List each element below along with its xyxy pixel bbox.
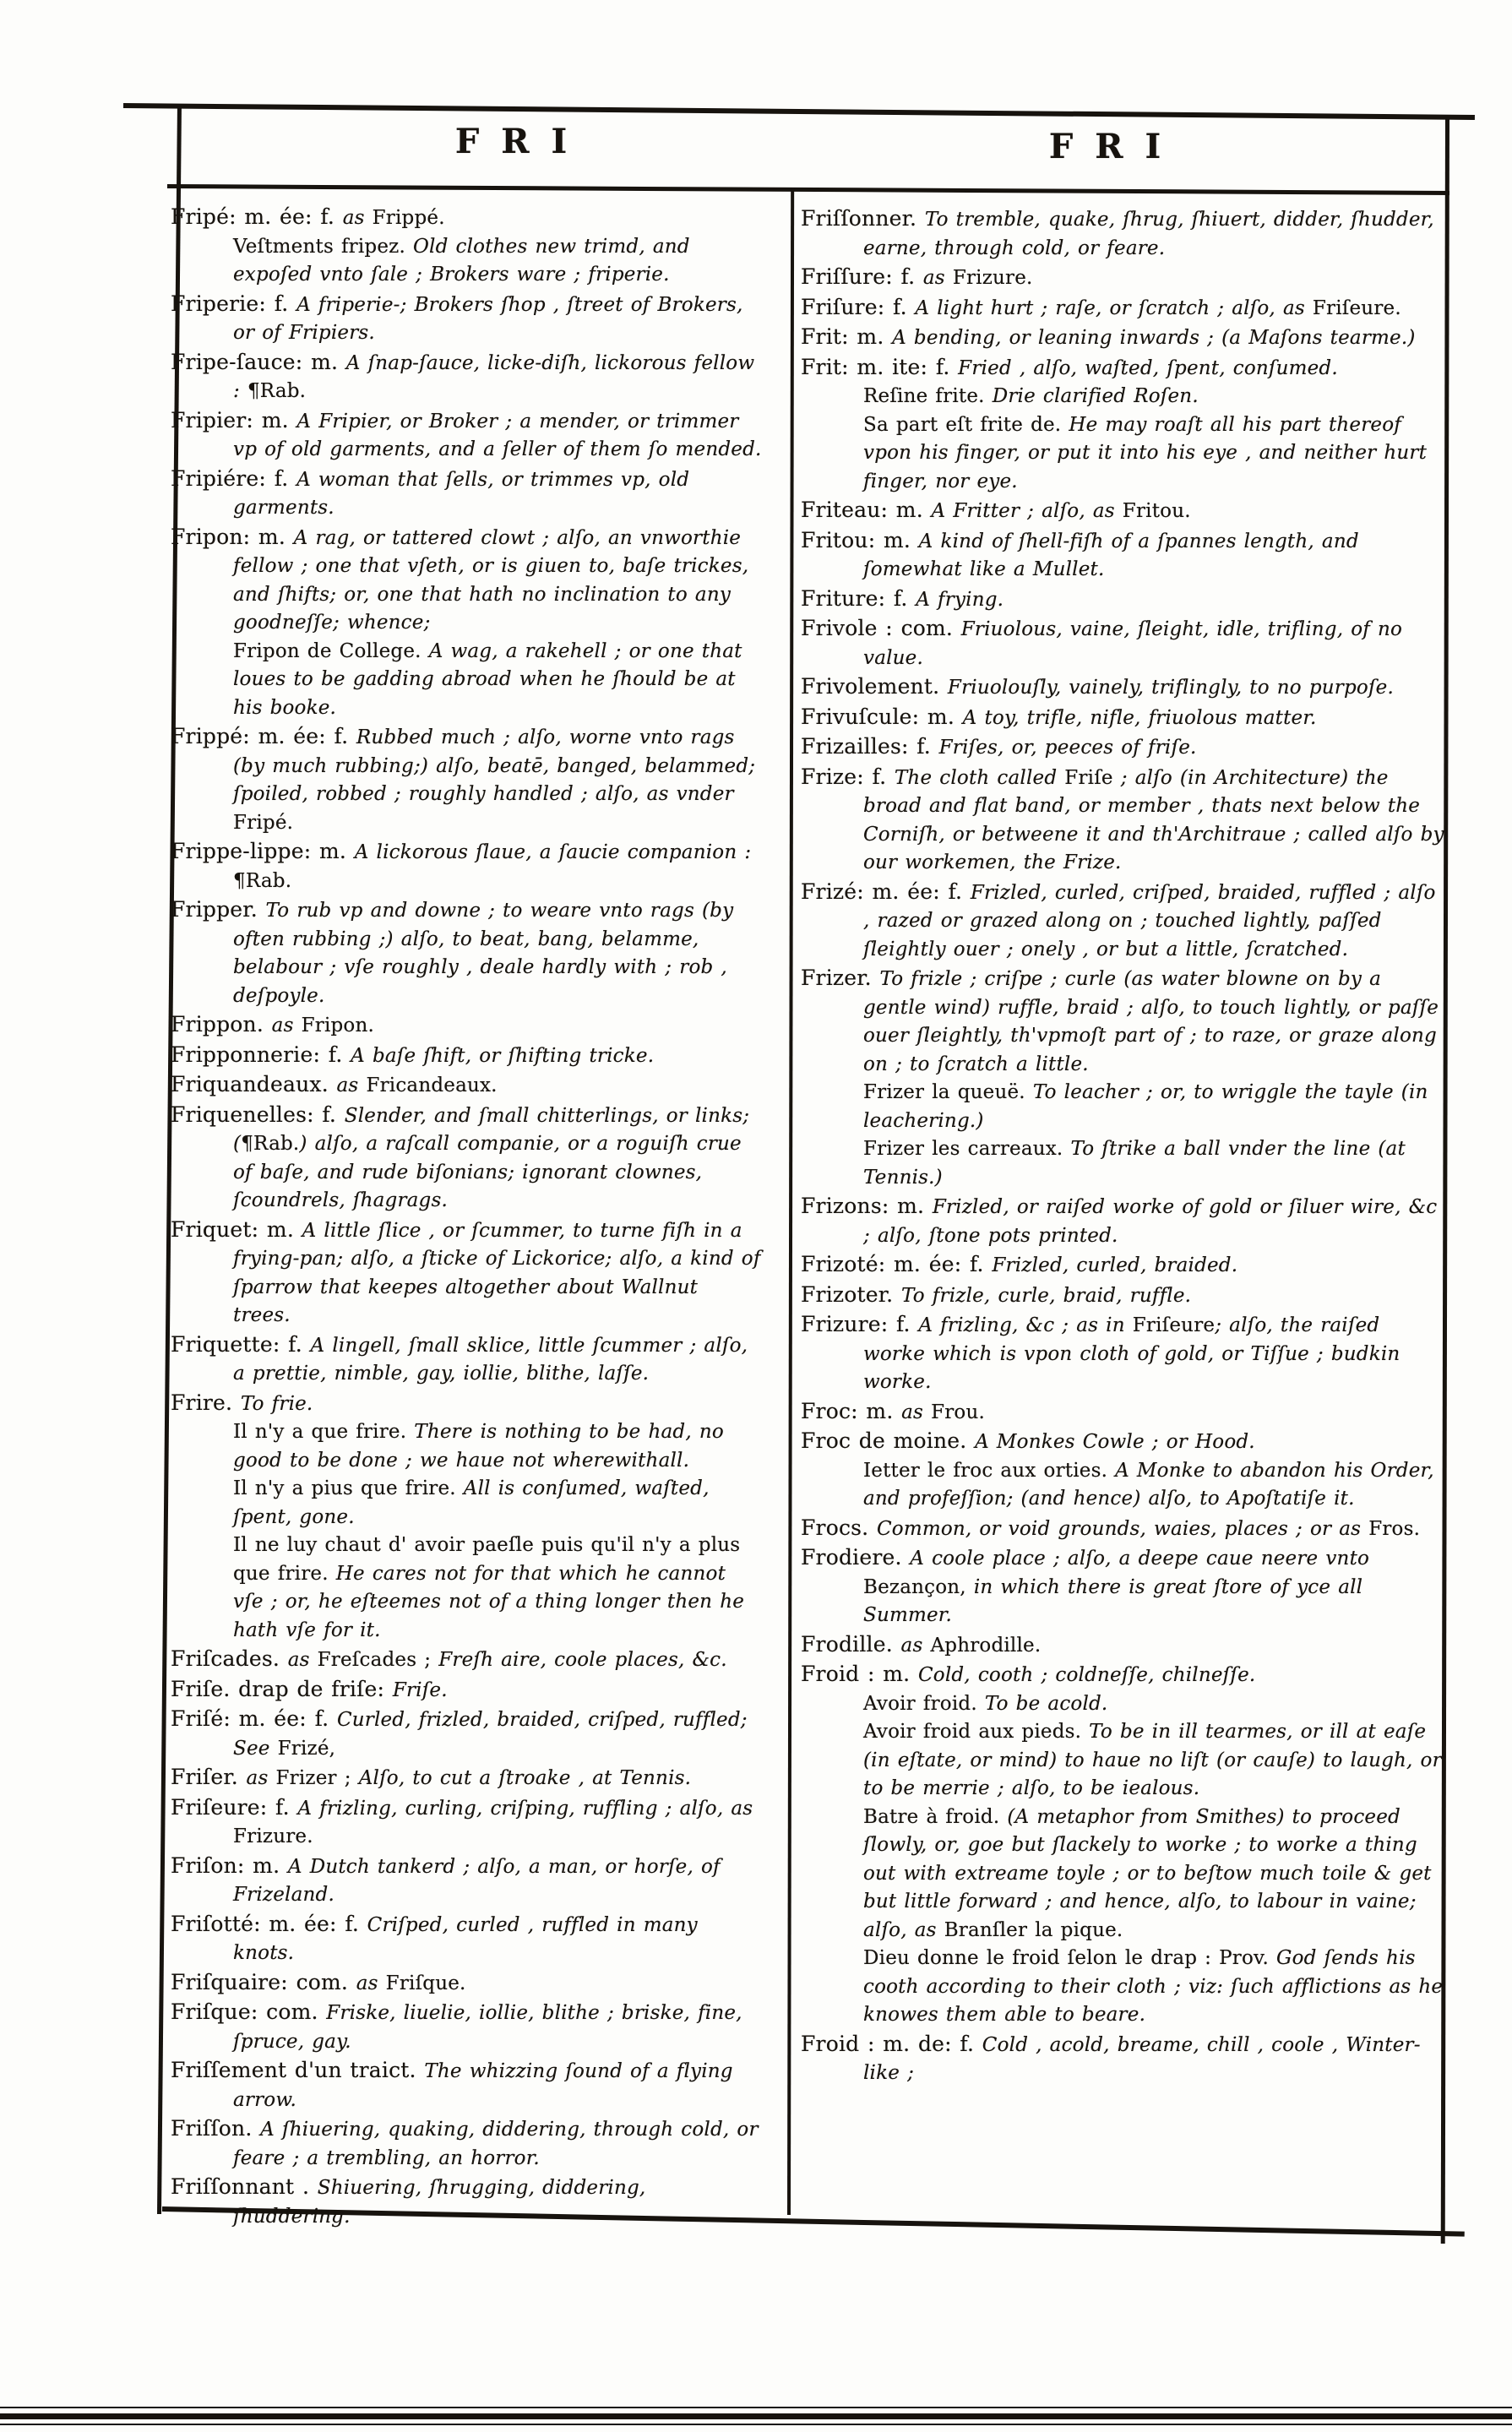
dictionary-entry (801, 204, 1444, 263)
headword: Friſquaire: com. (171, 1969, 356, 1994)
running-header-left: FRI (454, 122, 590, 161)
definition-segment: Friſque. (385, 1972, 466, 1994)
dictionary-entry (801, 1945, 1444, 2030)
definition-segment: Fripon. (301, 1015, 374, 1036)
definition-segment: Common, or void grounds, waies, places ; or as (876, 1517, 1369, 1540)
definition-segment: He may roaſt all his part thereof vpon his finger, or put it into his eye , and neither hurt finger, nor eye. (863, 413, 1428, 492)
definition-segment: Aphrodille. (930, 1634, 1042, 1657)
definition-segment: A Monkes Cowle ; or Hood. (975, 1431, 1255, 1453)
dictionary-entry (171, 2173, 762, 2231)
frame-top-rule (123, 103, 1475, 120)
definition-segment: To frizle, curle, braid, ruffle. (900, 1284, 1192, 1307)
definition-segment: Frizled, curled, criſped, braided, ruffled ; alſo , razed or grazed along on ; touched lightly, paſſed ſleightly ouer ; onely , or but a little, ſcratched. (863, 881, 1436, 960)
definition-segment: A toy, trifle, nifle, friuolous matter. (962, 706, 1317, 729)
sub-phrase: Frizer les carreaux. (863, 1138, 1071, 1160)
headword: Friſſure: f. (801, 264, 923, 289)
dictionary-entry (171, 203, 762, 233)
dictionary-entry (171, 1101, 762, 1216)
sub-phrase: Avoir froid aux pieds. (863, 1721, 1090, 1743)
dictionary-entry (801, 293, 1444, 324)
definition-segment: ¶Rab. (233, 869, 292, 892)
dictionary-entry (171, 348, 762, 406)
definition-segment: A lingell, ſmall sklice, little ſcummer ; alſo, a prettie, nimble, gay, iollie, blithe, laſſe. (233, 1334, 748, 1385)
dictionary-entry (171, 1910, 762, 1968)
definition-segment: The cloth called (894, 766, 1065, 789)
dictionary-entry (801, 526, 1444, 585)
headword: Frire. (171, 1390, 241, 1415)
dictionary-entry (171, 1330, 762, 1389)
definition-segment: Cold, cooth ; coldneſſe, chilneſſe. (917, 1664, 1256, 1686)
definition-segment: A Monke to abandon his Order, and profeſſion; (and hence) alſo, to Apoſtatiſe it. (863, 1459, 1434, 1510)
dictionary-entry (801, 323, 1444, 353)
dictionary-entry (171, 290, 762, 348)
definition-segment: as (900, 1634, 931, 1657)
dictionary-entry (801, 1192, 1444, 1250)
dictionary-entry (801, 585, 1444, 615)
header-separator-rule (167, 184, 1449, 195)
dictionary-entry (171, 2114, 762, 2173)
dictionary-entry (801, 1397, 1444, 1428)
headword: Frize: f. (801, 764, 895, 789)
right-column (801, 204, 1444, 2088)
dictionary-entry (171, 1705, 762, 1763)
headword: Friteau: m. (801, 498, 932, 522)
definition-segment: as (271, 1015, 302, 1036)
headword: Fritou: m. (801, 527, 919, 552)
dictionary-entry (801, 1630, 1444, 1661)
dictionary-entry (171, 465, 762, 523)
definition-segment: Friſes, or, peeces of friſe. (938, 737, 1197, 759)
dictionary-entry (171, 1793, 762, 1852)
dictionary-entry (801, 614, 1444, 672)
definition-segment: Frippé. (372, 207, 445, 229)
definition-segment: To be in ill tearmes, or ill at eaſe (in eſtate, or mind) to haue no liſt (or cauſe) to laugh, or to be merrie ; alſo, to be iealous. (863, 1721, 1442, 1799)
sub-phrase: Frizer la queuë. (863, 1081, 1033, 1103)
definition-segment: To leacher ; or, to wriggle the tayle (in leachering.) (863, 1081, 1428, 1132)
sub-phrase: Reſine frite. (863, 385, 993, 407)
definition-segment: as (246, 1767, 276, 1789)
headword: Friſeure: f. (171, 1794, 298, 1820)
definition-segment: A Fripier, or Broker ; a mender, or trimmer vp of old garments, and a ſeller of them ſo mended. (233, 410, 762, 460)
definition-segment: To rub vp and downe ; to weare vnto rags (by often rubbing ;) alſo, to beat, bang, belamme, belabour ; vſe roughly , deale hardly with ; rob , deſpoyle. (233, 900, 734, 1007)
definition-segment: There is nothing to be had, no good to be done ; we haue not wherewithall. (233, 1421, 724, 1472)
definition-segment: Friuolouſly, vainely, triflingly, to no purpoſe. (947, 677, 1395, 699)
dictionary-entry (171, 722, 762, 837)
dictionary-entry (801, 353, 1444, 384)
definition-segment: Drie clarified Roſen. (992, 385, 1199, 407)
headword: Friquette: f. (171, 1331, 311, 1357)
definition-segment: Friſeure (1132, 1314, 1216, 1336)
headword: Frit: m. ite: f. (801, 354, 959, 379)
sub-phrase: Avoir froid. (863, 1692, 985, 1715)
dictionary-entry (801, 1690, 1444, 1719)
headword: Fripe-ſauce: m. (171, 349, 346, 374)
headword: Fripier: m. (171, 407, 297, 433)
definition-segment: A Dutch tankerd ; alſo, a man, or horſe, of Frizeland. (233, 1855, 721, 1906)
definition-segment: A frizling, &c ; as in (918, 1314, 1133, 1336)
dictionary-entry (171, 1010, 762, 1041)
definition-segment: Slender, and ſmall chitterlings, or links; ( (233, 1104, 750, 1155)
definition-segment: ; alſo (in Architecture) the broad and flat band, or member , thats next below the Corniſh, or betweene it and th'Architraue ; called alſo by our workemen, the Frize. (863, 766, 1444, 873)
page-bottom-edge-line (0, 2413, 1512, 2419)
definition-segment: Fros. (1368, 1517, 1421, 1540)
definition-segment: (A metaphor from Smithes) to proceed ſlowly, or, goe but ſlackely to worke ; to worke a thing out with extreame toyle ; or to beſtow much toile & get but little forward ; and hence, alſo, to labour in vaine; alſo, as (863, 1805, 1432, 1941)
dictionary-entry (801, 1804, 1444, 1945)
dictionary-entry (801, 2030, 1444, 2088)
definition-segment: Cold , acold, breame, chill , coole , Winter-like ; (863, 2033, 1421, 2084)
definition-segment: Friſeure. (1312, 297, 1401, 319)
definition-segment: A wag, a rakehell ; or one that loues to be gadding abroad when he ſhould be at his booke. (233, 639, 742, 719)
headword: Fripé: m. ée: f. (171, 204, 343, 229)
headword: Friſon: m. (171, 1853, 288, 1878)
sub-phrase: Veſtments fripez. (233, 235, 413, 258)
dictionary-entry (801, 1281, 1444, 1311)
definition-segment: Frizure. (233, 1825, 313, 1847)
headword: Frizailles: f. (801, 734, 939, 759)
definition-segment: as (901, 1401, 932, 1423)
page-bottom-edge-line (0, 2407, 1512, 2408)
sub-phrase: Fripon de College. (233, 639, 429, 662)
headword: Frivolement. (801, 674, 948, 699)
definition-segment: Old clothes new trimd, and expoſed vnto ſale ; Brokers ware ; friperie. (233, 235, 690, 286)
sub-phrase: Il n'y a pius que frire. (233, 1477, 464, 1499)
definition-segment: Bezançon, (863, 1575, 974, 1598)
dictionary-entry (171, 638, 762, 723)
definition-segment: Friuolous, vaine, ſleight, idle, trifling, of no value. (863, 618, 1403, 669)
headword: Friſſonnant . (171, 2174, 318, 2199)
headword: Frizure: f. (801, 1312, 919, 1336)
dictionary-entry (171, 523, 762, 638)
headword: Friſer. (171, 1765, 247, 1789)
dictionary-entry (801, 964, 1444, 1079)
definition-segment: Frizled, or raiſed worke of gold or ſiluer wire, &c ; alſo, ſtone pots printed. (863, 1196, 1438, 1247)
dictionary-entry (171, 1675, 762, 1706)
headword: Friſure: f. (801, 294, 916, 319)
sub-phrase: Il ne luy chaut d' avoir paeſle puis qu'il n'y a plus que frire. (233, 1534, 741, 1585)
headword: Friſcades. (171, 1646, 288, 1671)
definition-segment: Criſped, curled , ruffled in many knots. (233, 1913, 698, 1964)
definition-segment: The whizzing ſound of a flying arrow. (233, 2060, 733, 2111)
definition-segment: Freſcades ; (317, 1649, 439, 1671)
definition-segment: To frie. (240, 1392, 313, 1415)
headword: Froid : m. de: f. (801, 2031, 982, 2056)
headword: Froc: m. (801, 1398, 902, 1423)
dictionary-entry (801, 703, 1444, 733)
definition-segment: A bending, or leaning inwards ; (a Maſons tearme.) (892, 327, 1416, 349)
dictionary-entry (171, 1475, 762, 1532)
definition-segment: A light hurt ; raſe, or ſcratch ; alſo, as (915, 297, 1313, 319)
definition-segment: Freſh aire, coole places, &c. (438, 1649, 727, 1671)
definition-segment: as (922, 267, 953, 289)
definition-segment: To be acold. (984, 1692, 1108, 1715)
definition-segment: A ſhiuering, quaking, diddering, through cold, or feare ; a trembling, an horror. (233, 2119, 759, 2169)
definition-segment: as (356, 1972, 386, 1994)
headword: Fripponnerie: f. (171, 1042, 351, 1067)
headword: Friquenelles: f. (171, 1102, 345, 1127)
dictionary-entry (801, 383, 1444, 411)
dictionary-entry (801, 1427, 1444, 1457)
dictionary-entry (171, 1852, 762, 1910)
dictionary-entry (171, 1070, 762, 1101)
definition-segment: Frou. (931, 1401, 985, 1423)
sub-phrase: Sa part eſt frite de. (863, 413, 1069, 436)
definition-segment: Fritou. (1122, 500, 1191, 522)
dictionary-entry (801, 1543, 1444, 1630)
dictionary-entry (801, 263, 1444, 293)
definition-segment: as (336, 1075, 367, 1096)
headword: Friquandeaux. (171, 1072, 337, 1096)
dictionary-entry (171, 1763, 762, 1793)
dictionary-entry (171, 1041, 762, 1071)
dictionary-entry (801, 878, 1444, 965)
dictionary-entry (171, 233, 762, 290)
headword: Friſſon. (171, 2116, 261, 2141)
dictionary-entry (171, 837, 762, 895)
definition-segment: A baſe ſhift, or ſhifting tricke. (351, 1044, 655, 1067)
dictionary-entry (801, 1250, 1444, 1281)
definition-segment: A frying. (916, 588, 1004, 611)
headword: Froid : m. (801, 1662, 918, 1686)
definition-segment: A Fritter ; alſo, as (931, 500, 1123, 522)
sub-phrase: Il n'y a que frire. (233, 1421, 415, 1443)
headword: Fripper. (171, 897, 266, 922)
definition-segment: To ſtrike a ball vnder the line (at Tennis.) (863, 1138, 1406, 1189)
definition-segment: Fripé. (233, 811, 294, 834)
dictionary-entry (171, 1216, 762, 1330)
definition-segment: A friperie-; Brokers ſhop , ſtreet of Brokers, or of Fripiers. (233, 293, 743, 344)
dictionary-entry (171, 406, 762, 465)
headword: Friperie: f. (171, 291, 297, 316)
headword: Frizer. (801, 966, 880, 990)
sub-phrase: Batre à froid. (863, 1805, 1008, 1828)
headword: Friquet: m. (171, 1216, 302, 1242)
headword: Frivole : com. (801, 616, 961, 640)
headword: Frippé: m. ée: f. (171, 724, 356, 748)
definition-segment: Frizer ; (275, 1767, 359, 1789)
headword: Fripiére: f. (171, 465, 297, 491)
headword: Frocs. (801, 1515, 877, 1540)
sub-phrase: Dieu donne le froid ſelon le drap : Prov. (863, 1947, 1277, 1969)
headword: Friſotté: m. ée: f. (171, 1911, 367, 1936)
dictionary-entry (171, 1998, 762, 2056)
headword: Frippon. (171, 1012, 272, 1036)
sub-phrase: Ietter le froc aux orties. (863, 1459, 1116, 1482)
dictionary-entry (801, 496, 1444, 526)
dictionary-entry (801, 1135, 1444, 1192)
definition-segment: Friſe. (392, 1678, 448, 1701)
headword: Frippe-lippe: m. (171, 839, 355, 863)
headword: Froc de moine. (801, 1428, 976, 1453)
dictionary-entry (171, 1418, 762, 1475)
definition-segment: in which there is great ſtore of yce all Summer. (863, 1575, 1363, 1626)
definition-segment: Rubbed much ; alſo, worne vnto rags (by much rubbing;) alſo, beatē, banged, belammed; ſpoiled, robbed ; roughly handled ; alſo, as vnder (233, 726, 756, 805)
definition-segment: ¶Rab. (241, 1133, 300, 1155)
definition-segment: A little ſlice , or ſcummer, to turne fiſh in a frying-pan; alſo, a ſticke of Lickorice; alſo, a kind of ſparrow that keepes altogether about Wallnut trees. (233, 1219, 761, 1326)
definition-segment: Frizled, curled, braided. (992, 1254, 1238, 1276)
definition-segment: A lickorous ſlaue, a ſaucie companion : (354, 841, 752, 863)
running-header-right: FRI (1048, 127, 1183, 166)
headword: Friſe. drap de friſe: (171, 1676, 393, 1701)
definition-segment: God ſends his cooth according to their cloth ; viz: ſuch afflictions as he knowes them able to beare. (863, 1947, 1444, 2026)
dictionary-entry (171, 2056, 762, 2114)
headword: Friſque: com. (171, 1999, 327, 2024)
dictionary-entry (801, 1310, 1444, 1397)
dictionary-entry (171, 1389, 762, 1419)
definition-segment: ¶Rab. (247, 380, 307, 402)
definition-segment: ) alſo, a raſcall companie, or a roguiſh crue of baſe, and rude biſonians; ignorant clownes, ſcoundrels, ſhagrags. (233, 1133, 742, 1211)
headword: Frivuſcule: m. (801, 704, 963, 729)
headword: Frodiere. (801, 1545, 911, 1570)
column-divider-rule (787, 188, 794, 2215)
headword: Friture: f. (801, 585, 916, 611)
headword: Friſſement d'un traict. (171, 2058, 425, 2082)
definition-segment: A coole place ; alſo, a deepe caue neere vnto (910, 1548, 1370, 1570)
dictionary-entry (171, 1968, 762, 1999)
headword: Friſé: m. ée: f. (171, 1706, 337, 1731)
definition-segment: A kind of ſhell-fiſh of a ſpannes length, and ſomewhat like a Mullet. (863, 530, 1359, 580)
definition-segment: To tremble, quake, ſhrug, ſhiuert, didder, ſhudder, earne, through cold, or feare. (863, 209, 1434, 259)
headword: Frizoter. (801, 1281, 901, 1307)
page-bottom-edge-line (0, 2424, 1512, 2425)
headword: Frit: m. (801, 324, 893, 349)
definition-segment: as (287, 1649, 318, 1671)
dictionary-entry (801, 1660, 1444, 1690)
definition-segment: A frizling, curling, criſping, ruffling ; alſo, as (297, 1797, 753, 1820)
definition-segment: Shiuering, ſhrugging, diddering, ſhuddering. (233, 2177, 646, 2228)
headword: Frizé: m. ée: f. (801, 879, 971, 904)
definition-segment: Friſe (1064, 766, 1113, 789)
definition-segment: To frizle ; criſpe ; curle (as water blowne on by a gentle wind) ruffle, braid ; alſo, to touch lightly, or paſſe ouer ſleightly, th'vpmoſt part of ; to raze, or graze along on ; to ſcratch a little. (863, 968, 1439, 1075)
definition-segment: Alſo, to cut a ſtroake , at Tennis. (358, 1767, 692, 1789)
headword: Friſſonner. (801, 206, 925, 231)
definition-segment: Fried , alſo, waſted, ſpent, conſumed. (958, 356, 1338, 379)
dictionary-entry (171, 895, 762, 1010)
dictionary-entry (801, 1718, 1444, 1804)
headword: Fripon: m. (171, 524, 294, 549)
definition-segment: ; alſo, the raiſed worke which is vpon cloth of gold, or Tiſſue ; budkin worke. (863, 1314, 1401, 1393)
definition-segment: Frizé, (277, 1737, 336, 1760)
definition-segment: He cares not for that which he cannot vſe ; or, he eſteemes not of a thing longer then he hath vſe for it. (233, 1562, 745, 1641)
dictionary-entry (171, 1645, 762, 1675)
definition-segment: Curled, frizled, braided, criſped, ruffled; See (233, 1709, 748, 1760)
headword: Frizoté: m. ée: f. (801, 1252, 993, 1276)
definition-segment: Friske, liuelie, iollie, blithe ; briske, fine, ſpruce, gay. (233, 2002, 742, 2053)
definition-segment: Frizure. (952, 267, 1033, 289)
dictionary-entry (801, 1514, 1444, 1544)
dictionary-entry (801, 1079, 1444, 1135)
dictionary-entry (171, 1532, 762, 1645)
definition-segment: as (342, 207, 373, 229)
headword: Frizons: m. (801, 1194, 933, 1218)
definition-segment: A rag, or tattered clowt ; alſo, an vnworthie fellow ; one that vſeth, or is giuen to, baſe trickes, and ſhifts; or, one that hath no inclination to any goodneſſe; whence; (233, 526, 749, 634)
definition-segment: A woman that ſells, or trimmes vp, old garments. (233, 468, 690, 519)
definition-segment: A ſnap-ſauce, licke-diſh, lickorous fellow : (233, 351, 755, 402)
definition-segment: All is conſumed, waſted, ſpent, gone. (233, 1477, 710, 1528)
dictionary-entry (801, 1457, 1444, 1514)
definition-segment: Branſler la pique. (944, 1918, 1123, 1941)
definition-segment: Fricandeaux. (366, 1075, 498, 1096)
headword: Frodille. (801, 1631, 901, 1657)
dictionary-entry (801, 411, 1444, 497)
dictionary-entry (801, 763, 1444, 878)
left-column (171, 203, 762, 2231)
dictionary-entry (801, 732, 1444, 763)
dictionary-entry (801, 672, 1444, 703)
